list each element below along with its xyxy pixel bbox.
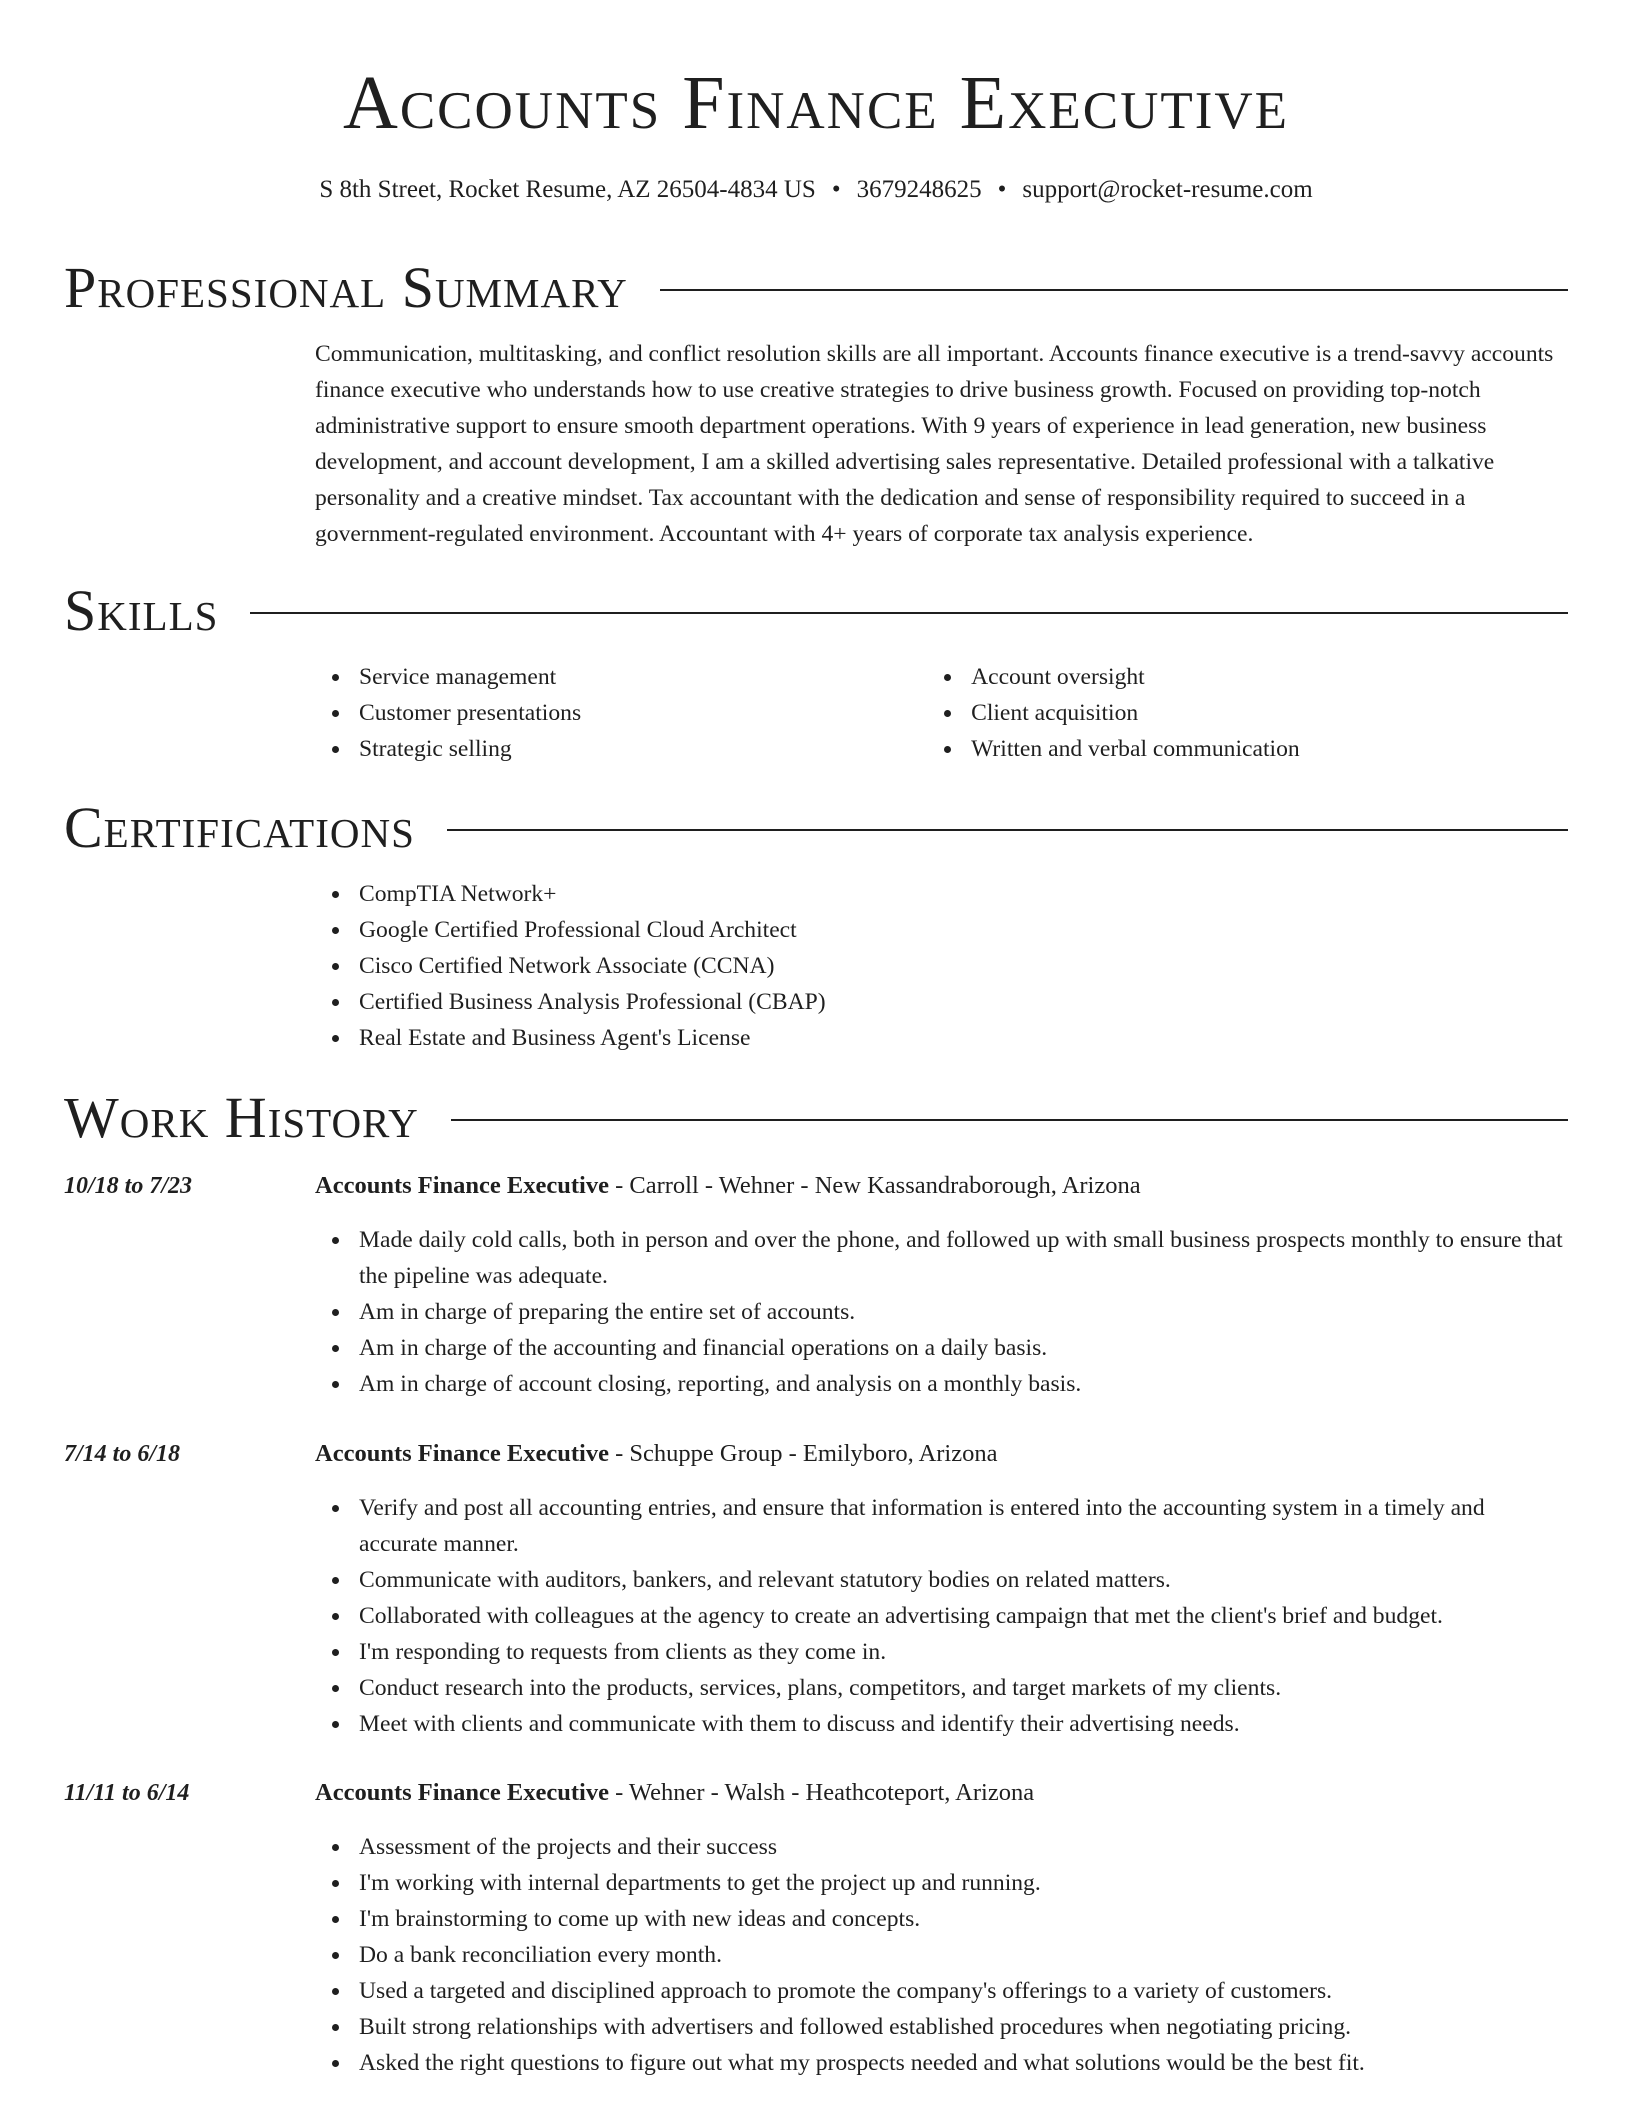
- list-item: Assessment of the projects and their success: [359, 1829, 1568, 1865]
- list-item: Google Certified Professional Cloud Architect: [359, 912, 1568, 948]
- list-item: Asked the right questions to figure out what my prospects needed and what solutions would be the best fit.: [359, 2045, 1568, 2081]
- contact-separator: •: [831, 176, 841, 203]
- job-bullet-list: [315, 1222, 1568, 1402]
- list-item: Am in charge of preparing the entire set of accounts.: [359, 1294, 1568, 1330]
- list-item: Built strong relationships with advertisers and followed established procedures when negotiating pricing.: [359, 2009, 1568, 2045]
- job-role: Accounts Finance Executive: [315, 1779, 609, 1806]
- contact-separator: •: [997, 176, 1007, 203]
- job-employer-location: - Carroll - Wehner - New Kassandraborough, Arizona: [608, 1172, 1141, 1199]
- summary-heading: Professional Summary: [64, 255, 628, 320]
- job-bullets: [315, 1490, 1568, 1742]
- job-dates: 10/18 to 7/23: [64, 1173, 193, 1199]
- list-item: Customer presentations: [359, 695, 927, 731]
- work-history-section-header: [64, 1085, 1568, 1151]
- certifications-list: [315, 876, 1568, 1056]
- list-item: Meet with clients and communicate with them to discuss and identify their advertising needs.: [359, 1706, 1568, 1742]
- list-item: Am in charge of the accounting and financial operations on a daily basis.: [359, 1330, 1568, 1366]
- skills-list-right: [927, 659, 1568, 767]
- job-title-line: [315, 1436, 998, 1472]
- skills-grid: [315, 659, 1568, 767]
- job-bullet-list: [315, 1829, 1568, 2081]
- summary-section-header: [64, 255, 1568, 321]
- list-item: Client acquisition: [971, 695, 1568, 731]
- list-item: Strategic selling: [359, 731, 927, 767]
- job-dates: 11/11 to 6/14: [64, 1780, 190, 1806]
- list-item: Cisco Certified Network Associate (CCNA): [359, 948, 1568, 984]
- list-item: Used a targeted and disciplined approach to promote the company's offerings to a variety of customers.: [359, 1973, 1568, 2009]
- skills-list-left: [315, 659, 927, 767]
- contact-line: [64, 174, 1568, 206]
- list-item: I'm working with internal departments to get the project up and running.: [359, 1865, 1568, 1901]
- job-bullet-list: [315, 1490, 1568, 1742]
- job-bullets: [315, 1829, 1568, 2081]
- certifications-section-header: [64, 795, 1568, 861]
- job-role: Accounts Finance Executive: [315, 1172, 609, 1199]
- list-item: Conduct research into the products, services, plans, competitors, and target markets of my clients.: [359, 1670, 1568, 1706]
- work-history-heading: Work History: [64, 1085, 419, 1150]
- job-title-line: [315, 1168, 1141, 1204]
- skills-section-header: [64, 578, 1568, 644]
- certifications-body: [315, 876, 1568, 1056]
- summary-body: [315, 336, 1568, 552]
- contact-email: support@rocket-resume.com: [1022, 176, 1313, 203]
- job-dates: 7/14 to 6/18: [64, 1441, 181, 1467]
- skills-heading: Skills: [64, 578, 219, 643]
- list-item: Written and verbal communication: [971, 731, 1568, 767]
- certifications-heading: Certifications: [64, 795, 415, 860]
- job-employer-location: - Schuppe Group - Emilyboro, Arizona: [608, 1440, 998, 1467]
- list-item: Verify and post all accounting entries, and ensure that information is entered into the accounting system in a timely and accurate manner.: [359, 1490, 1568, 1562]
- job-role: Accounts Finance Executive: [315, 1440, 609, 1467]
- section-divider: [451, 1119, 1568, 1121]
- list-item: Am in charge of account closing, reporting, and analysis on a monthly basis.: [359, 1366, 1568, 1402]
- list-item: Account oversight: [971, 659, 1568, 695]
- list-item: Made daily cold calls, both in person and over the phone, and followed up with small business prospects monthly to ensure that the pipeline was adequate.: [359, 1222, 1568, 1294]
- list-item: Service management: [359, 659, 927, 695]
- list-item: Real Estate and Business Agent's License: [359, 1020, 1568, 1056]
- skills-body: [315, 659, 1568, 767]
- list-item: I'm brainstorming to come up with new ideas and concepts.: [359, 1901, 1568, 1937]
- list-item: Certified Business Analysis Professional (CBAP): [359, 984, 1568, 1020]
- job-employer-location: - Wehner - Walsh - Heathcoteport, Arizona: [608, 1779, 1035, 1806]
- list-item: Communicate with auditors, bankers, and relevant statutory bodies on related matters.: [359, 1562, 1568, 1598]
- section-divider: [250, 612, 1568, 614]
- job-bullets: [315, 1222, 1568, 1402]
- list-item: Do a bank reconciliation every month.: [359, 1937, 1568, 1973]
- contact-address: S 8th Street, Rocket Resume, AZ 26504-4834 US: [319, 176, 816, 203]
- section-divider: [447, 829, 1568, 831]
- contact-phone: 3679248625: [856, 176, 982, 203]
- summary-text: Communication, multitasking, and conflict resolution skills are all important. Accounts finance executive is a trend-savvy accounts finance executive who understands how to use creative strategies to drive business growth. Focused on providing top-notch administrative support to ensure smooth department operations. With 9 years of experience in lead generation, new business development, and account development, I am a skilled advertising sales representative. Detailed professional with a talkative personality and a creative mindset. Tax accountant with the dedication and sense of responsibility required to succeed in a government-regulated environment. Accountant with 4+ years of corporate tax analysis experience.: [315, 341, 1554, 547]
- list-item: CompTIA Network+: [359, 876, 1568, 912]
- list-item: I'm responding to requests from clients as they come in.: [359, 1634, 1568, 1670]
- resume-name: Accounts Finance Executive: [342, 61, 1290, 145]
- list-item: Collaborated with colleagues at the agency to create an advertising campaign that met the client's brief and budget.: [359, 1598, 1568, 1634]
- job-title-line: [315, 1775, 1034, 1811]
- section-divider: [660, 289, 1568, 291]
